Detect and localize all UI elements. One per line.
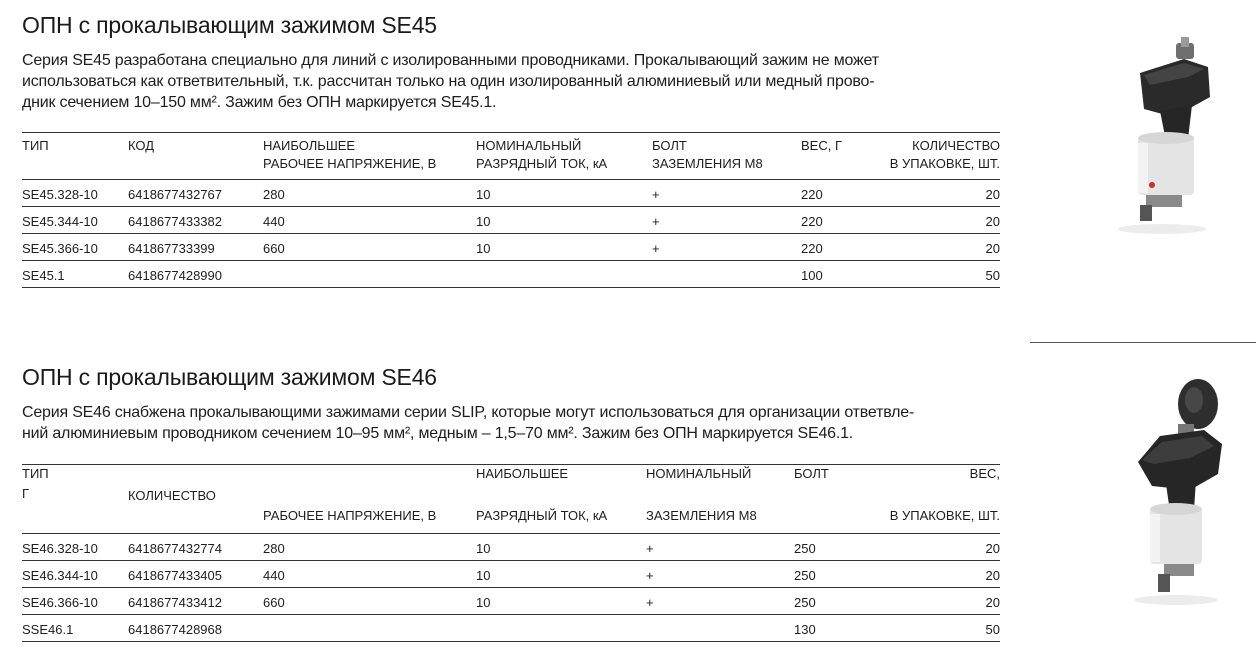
cell-type: SE45.344-10 [22, 214, 98, 229]
table-row [22, 233, 1000, 260]
table-header [22, 133, 1000, 179]
shadow [1118, 224, 1206, 234]
cell-bolt: + [652, 241, 660, 256]
table-row [22, 179, 1000, 206]
header-bolt-line1: БОЛТ [652, 138, 687, 153]
cell-code: 6418677433405 [128, 568, 222, 583]
cell-code: 6418677432774 [128, 541, 222, 556]
cell-bolt: + [652, 187, 660, 202]
header-quantity [890, 137, 1000, 173]
cell-quantity: 20 [985, 187, 1000, 202]
section-se45 [22, 10, 1002, 283]
product-photo-se45 [1100, 35, 1230, 235]
header-voltage [263, 137, 436, 173]
section-description: Серия SE46 снабжена прокалывающими зажимами серии SLIP, которые могут использоваться для организации ответвле- ний алюминиевым проводником сечением 10–95 мм², медным – 1,5–70 мм². Зажим без ОПН маркируется SE46.1. [22, 404, 915, 442]
spec-table [22, 132, 1000, 288]
header-voltage-top: НАИБОЛЬШЕЕ [476, 466, 569, 481]
header-voltage-bottom: РАБОЧЕЕ НАПРЯЖЕНИЕ, В [263, 508, 437, 523]
ground-terminal-icon [1140, 205, 1152, 221]
cell-quantity: 20 [985, 541, 1000, 556]
header-code: КОД [128, 138, 155, 153]
header-current-bottom: РАЗРЯДНЫЙ ТОК, кА [476, 508, 608, 523]
cell-current: 10 [476, 187, 491, 202]
cell-code: 6418677433412 [128, 595, 222, 610]
table-row [22, 260, 1000, 287]
header-type: ТИП [22, 466, 49, 481]
shadow [1134, 595, 1218, 605]
housing-highlight-icon [1138, 143, 1148, 193]
cell-weight: 100 [801, 268, 823, 283]
housing-highlight-icon [1150, 514, 1160, 562]
header-current-line2: РАЗРЯДНЫЙ ТОК, кА [476, 156, 608, 171]
cell-bolt: + [646, 541, 654, 556]
cell-weight: 250 [794, 568, 816, 583]
cell-current: 10 [476, 214, 491, 229]
cell-voltage: 440 [263, 214, 285, 229]
cell-weight: 220 [801, 241, 823, 256]
cell-type: SE45.328-10 [22, 187, 98, 202]
cell-current: 10 [476, 541, 491, 556]
header-type: ТИП [22, 138, 49, 153]
table-row [22, 560, 1000, 587]
cell-code: 6418677428968 [128, 622, 222, 637]
section-title: ОПН с прокалывающим зажимом SE46 [22, 364, 437, 390]
cell-weight: 250 [794, 595, 816, 610]
cell-quantity: 50 [985, 622, 1000, 637]
housing-top-icon [1150, 503, 1202, 515]
cell-voltage: 440 [263, 568, 285, 583]
spec-table [22, 464, 1000, 642]
cell-type: SE45.1 [22, 268, 65, 283]
cell-code: 641867733399 [128, 241, 215, 256]
cell-quantity: 20 [985, 241, 1000, 256]
cell-voltage: 280 [263, 187, 285, 202]
table-header [22, 465, 1000, 533]
cell-type: SSE46.1 [22, 622, 74, 637]
header-bolt-bottom: ЗАЗЕМЛЕНИЯ М8 [646, 508, 757, 523]
header-quantity-line2: В УПАКОВКЕ, ШТ. [889, 156, 1000, 171]
cell-quantity: 50 [985, 268, 1000, 283]
cell-current: 10 [476, 568, 491, 583]
header-bolt-line2: ЗАЗЕМЛЕНИЯ М8 [652, 156, 763, 171]
cell-voltage: 660 [263, 595, 285, 610]
cell-code: 6418677433382 [128, 214, 222, 229]
shear-cap-highlight-icon [1185, 387, 1203, 413]
cell-type: SE46.366-10 [22, 595, 98, 610]
cell-current: 10 [476, 595, 491, 610]
cell-quantity: 20 [985, 595, 1000, 610]
cell-bolt: + [646, 595, 654, 610]
header-current-line1: НОМИНАЛЬНЫЙ [476, 138, 582, 153]
cell-code: 6418677428990 [128, 268, 222, 283]
table-row [22, 533, 1000, 560]
section-divider [1030, 342, 1256, 343]
header-voltage-line1: НАИБОЛЬШЕЕ [263, 138, 356, 153]
cell-weight: 250 [794, 541, 816, 556]
header-voltage-line2: РАБОЧЕЕ НАПРЯЖЕНИЕ, В [263, 156, 437, 171]
product-photo-se46 [1110, 378, 1240, 608]
section-se46 [22, 362, 1002, 637]
header-weight: ВЕС, Г [801, 138, 842, 153]
cell-weight: 130 [794, 622, 816, 637]
header-bolt-top: БОЛТ [794, 466, 829, 481]
indicator-icon [1149, 182, 1155, 188]
header-current [476, 137, 607, 173]
header-bolt [652, 137, 763, 173]
housing-top-icon [1138, 132, 1194, 144]
cell-quantity: 20 [985, 568, 1000, 583]
cell-bolt: + [652, 214, 660, 229]
header-quantity-line1: КОЛИЧЕСТВО [912, 138, 1000, 153]
cell-bolt: + [646, 568, 654, 583]
table-row [22, 614, 1000, 641]
cell-voltage: 280 [263, 541, 285, 556]
table-row [22, 587, 1000, 614]
header-current-top: НОМИНАЛЬНЫЙ [646, 466, 752, 481]
header-quantity: КОЛИЧЕСТВО [128, 488, 216, 503]
cell-type: SE45.366-10 [22, 241, 98, 256]
table-row [22, 206, 1000, 233]
cell-type: SE46.328-10 [22, 541, 98, 556]
cell-weight: 220 [801, 214, 823, 229]
cell-weight: 220 [801, 187, 823, 202]
bolt-thread-icon [1181, 37, 1189, 47]
cell-code: 6418677432767 [128, 187, 222, 202]
header-pack-bottom: В УПАКОВКЕ, ШТ. [889, 508, 1000, 523]
cell-current: 10 [476, 241, 491, 256]
section-description: Серия SE45 разработана специально для линий с изолированными проводниками. Прокалывающий зажим не может использоваться как ответвительный, т.к. рассчитан только на один изолированный алюминиевый или медный прово- дник сечением 10–150 мм². Зажим без ОПН маркируется SE45.1. [22, 52, 879, 111]
header-g: Г [22, 486, 30, 501]
cell-voltage: 660 [263, 241, 285, 256]
ground-terminal-icon [1158, 574, 1170, 592]
cell-type: SE46.344-10 [22, 568, 98, 583]
section-title: ОПН с прокалывающим зажимом SE45 [22, 12, 437, 38]
cell-quantity: 20 [985, 214, 1000, 229]
header-weight-top: ВЕС, [969, 466, 1000, 481]
